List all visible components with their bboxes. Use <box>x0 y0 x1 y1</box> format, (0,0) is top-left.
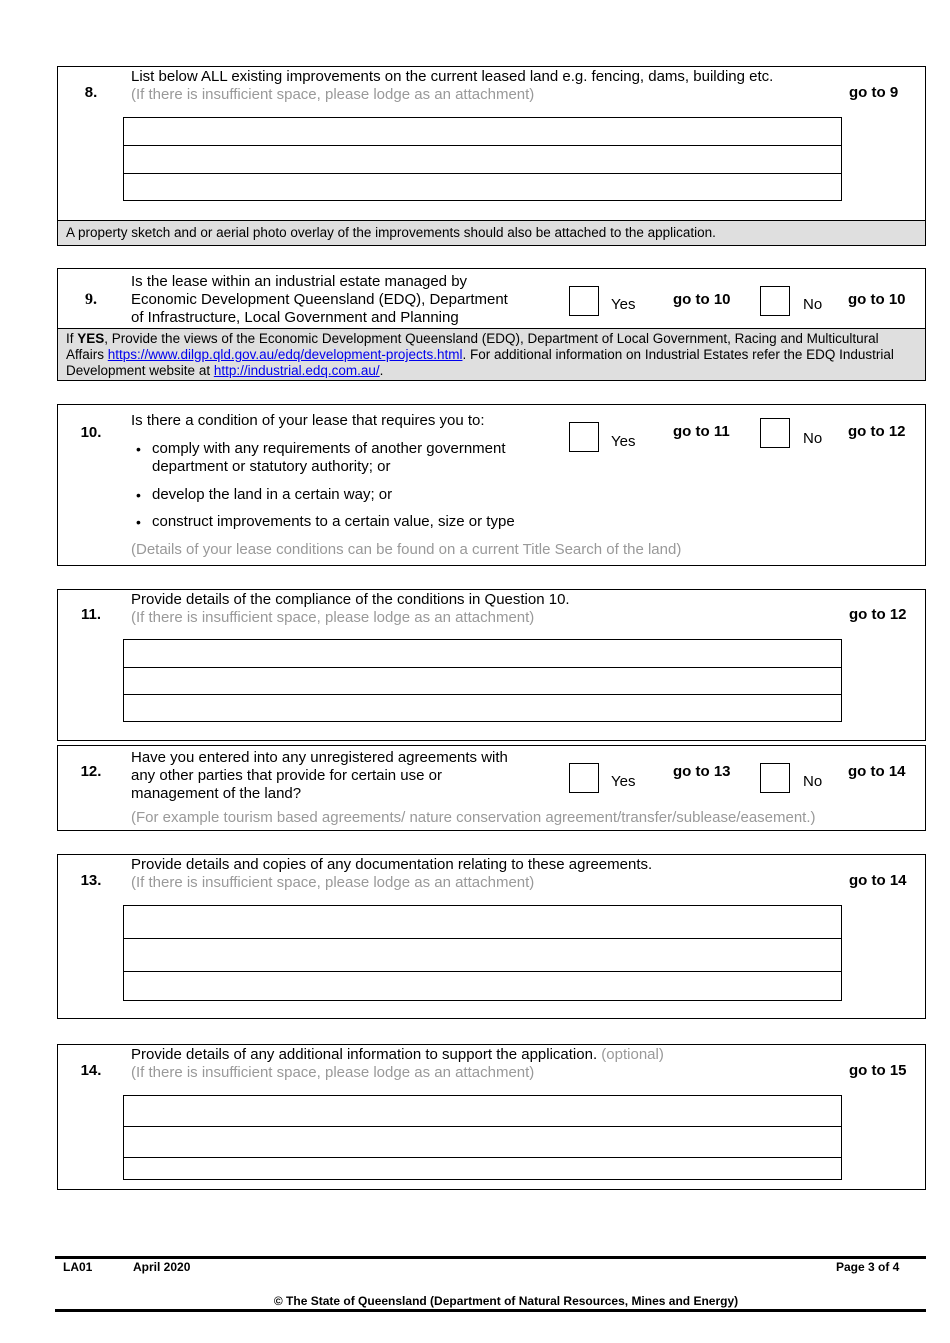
condition-bullet-1 <box>138 440 506 476</box>
yes-goto-label: go to 10 <box>673 291 731 308</box>
no-label: No <box>803 773 823 790</box>
form-date: April 2020 <box>133 1260 191 1274</box>
yes-label: Yes <box>611 433 636 450</box>
question-number: 11. <box>80 606 102 623</box>
answer-line-1[interactable] <box>124 1096 841 1127</box>
question-10-section <box>57 404 926 566</box>
question-line-1: Is the lease within an industrial estate managed by <box>131 273 468 290</box>
form-code: LA01 <box>63 1260 93 1274</box>
footer-top-rule <box>55 1256 926 1259</box>
answer-line-1[interactable] <box>124 906 841 939</box>
answer-line-2[interactable] <box>124 1127 841 1158</box>
question-14-section <box>57 1044 926 1190</box>
footer-bottom-rule <box>55 1309 926 1312</box>
answer-lines <box>123 905 842 1001</box>
answer-line-3[interactable] <box>124 1158 841 1179</box>
question-text: Is there a condition of your lease that requires you to: <box>131 412 485 429</box>
answer-line-3[interactable] <box>124 972 841 1000</box>
condition-bullet-2 <box>138 486 392 504</box>
question-8-section <box>57 66 926 246</box>
question-11-section <box>57 589 926 741</box>
no-checkbox[interactable] <box>760 418 790 448</box>
question-number: 13. <box>80 872 102 889</box>
question-number: 8. <box>84 84 98 101</box>
no-label: No <box>803 296 823 313</box>
answer-lines <box>123 1095 842 1180</box>
yes-label: Yes <box>611 296 636 313</box>
no-label: No <box>803 430 823 447</box>
answer-lines <box>123 639 842 722</box>
question-text <box>131 591 570 627</box>
answer-line-2[interactable] <box>124 146 841 174</box>
question-number: 14. <box>80 1062 102 1079</box>
question-label: Provide details and copies of any documentation relating to these agreements. <box>131 856 653 873</box>
optional-tag: (optional) <box>601 1046 664 1063</box>
answer-lines <box>123 117 842 201</box>
answer-line-3[interactable] <box>124 695 841 721</box>
note-text: , Provide the views of the Economic Development Queensland (EDQ), Department of Local Government, Racing and Multicultural Affairs <box>66 331 879 362</box>
goto-label: go to 15 <box>849 1062 907 1079</box>
bullet-text: • comply with any requirements of another government <box>152 440 506 457</box>
yes-checkbox[interactable] <box>569 422 599 452</box>
question-number: 12. <box>80 763 102 780</box>
yes-goto-label: go to 11 <box>673 423 730 440</box>
question-13-section <box>57 854 926 1019</box>
answer-line-2[interactable] <box>124 668 841 695</box>
goto-label: go to 14 <box>849 872 907 889</box>
bullet-text: department or statutory authority; or <box>152 458 391 475</box>
answer-line-1[interactable] <box>124 118 841 146</box>
answer-line-1[interactable] <box>124 640 841 668</box>
no-checkbox[interactable] <box>760 286 790 316</box>
goto-label: go to 9 <box>849 84 899 101</box>
question-line-3: of Infrastructure, Local Government and Planning <box>131 309 459 326</box>
copyright: © The State of Queensland (Department of Natural Resources, Mines and Energy) <box>273 1294 739 1308</box>
condition-bullet-3 <box>138 513 515 531</box>
question-text <box>131 273 508 327</box>
no-goto-label: go to 14 <box>848 763 906 780</box>
edq-note <box>58 328 925 380</box>
note-yes-emphasis: YES <box>77 331 105 346</box>
question-line-1: Have you entered into any unregistered agreements with <box>131 749 508 766</box>
question-number: 9. <box>85 291 97 308</box>
question-hint: (If there is insufficient space, please lodge as an attachment) <box>131 86 535 103</box>
question-text <box>131 1046 664 1082</box>
question-hint: (If there is insufficient space, please lodge as an attachment) <box>131 1064 535 1081</box>
no-checkbox[interactable] <box>760 763 790 793</box>
yes-label: Yes <box>611 773 636 790</box>
question-label: List below ALL existing improvements on the current leased land e.g. fencing, dams, building etc. <box>131 68 774 85</box>
page-number: Page 3 of 4 <box>836 1260 900 1274</box>
answer-line-3[interactable] <box>124 174 841 200</box>
yes-checkbox[interactable] <box>569 286 599 316</box>
improvements-note: A property sketch and or aerial photo overlay of the improvements should also be attached to the application. <box>58 220 925 245</box>
bullet-text: • construct improvements to a certain value, size or type <box>152 513 515 530</box>
question-line-2: any other parties that provide for certain use or <box>131 767 443 784</box>
yes-goto-label: go to 13 <box>673 763 731 780</box>
question-line-2: Economic Development Queensland (EDQ), Department <box>131 291 508 308</box>
goto-label: go to 12 <box>849 606 907 623</box>
edq-industrial-link[interactable]: http://industrial.edq.com.au/ <box>213 363 380 378</box>
question-9-section <box>57 268 926 381</box>
no-goto-label: go to 10 <box>848 291 906 308</box>
bullet-text: • develop the land in a certain way; or <box>152 486 393 503</box>
note-text: . <box>379 363 384 378</box>
edq-projects-link[interactable]: https://www.dilgp.qld.gov.au/edq/development-projects.html <box>107 347 463 362</box>
no-goto-label: go to 12 <box>848 423 906 440</box>
question-text <box>131 856 652 892</box>
question-label: Provide details of the compliance of the conditions in Question 10. <box>131 591 570 608</box>
question-line-3: management of the land? <box>131 785 302 802</box>
question-hint: (If there is insufficient space, please lodge as an attachment) <box>131 609 535 626</box>
note-text: If <box>66 331 78 346</box>
question-hint: (For example tourism based agreements/ nature conservation agreement/transfer/sublease/easement.) <box>131 809 816 826</box>
question-hint: (If there is insufficient space, please lodge as an attachment) <box>131 874 535 891</box>
yes-checkbox[interactable] <box>569 763 599 793</box>
question-hint: (Details of your lease conditions can be found on a current Title Search of the land) <box>131 541 682 558</box>
question-label-text: Provide details of any additional information to support the application. <box>131 1046 598 1063</box>
note-text: . For additional information on Industrial Estates refer the EDQ Industrial Development website at <box>66 347 894 378</box>
question-number: 10. <box>80 424 102 441</box>
question-12-section <box>57 745 926 831</box>
question-text <box>131 68 773 104</box>
question-label <box>131 1046 664 1064</box>
question-text <box>131 749 508 803</box>
answer-line-2[interactable] <box>124 939 841 972</box>
